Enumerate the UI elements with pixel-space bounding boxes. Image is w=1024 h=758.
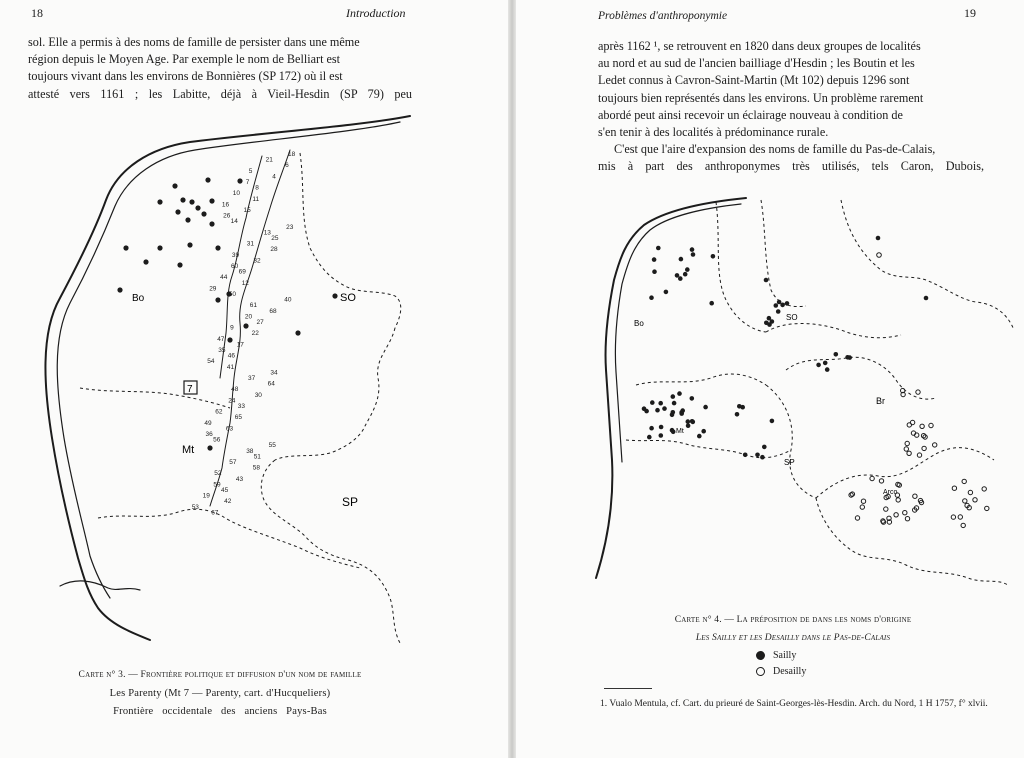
- desailly-dot: [907, 451, 911, 455]
- sailly-dot: [834, 352, 839, 357]
- map-number: 5: [248, 167, 253, 175]
- map-number: 22: [251, 330, 259, 338]
- sailly-dot: [686, 419, 691, 424]
- map-number: 63: [225, 425, 234, 433]
- map-number: 48: [231, 386, 239, 394]
- sailly-dot: [774, 303, 779, 308]
- desailly-dot: [860, 505, 864, 509]
- map-dot: [243, 323, 248, 328]
- sailly-dot: [924, 296, 929, 301]
- map-label-bo: Bo: [634, 319, 644, 328]
- running-head-left: Introduction: [346, 6, 406, 20]
- text-line: s'en tenir à des localités à prédominance rurale.: [598, 125, 829, 140]
- desailly-dot: [884, 507, 888, 511]
- map-dot: [205, 177, 210, 182]
- caption-carte-3-line2: Les Parenty (Mt 7 — Parenty, cart. d'Hucqueliers): [109, 688, 331, 699]
- desailly-dot: [985, 506, 989, 510]
- border-line: [841, 200, 1014, 330]
- sailly-dot: [770, 319, 775, 324]
- map-number: 33: [237, 403, 246, 410]
- map-dot: [215, 245, 220, 250]
- map-number: 13: [263, 229, 271, 237]
- legend-row-desailly: [756, 664, 806, 680]
- map-number: 18: [288, 151, 296, 158]
- footnote: 1. Vualo Mentula, cf. Cart. du prieuré de Saint-Georges-lès-Hesdin. Arch. du Nord, 1 H 1757, f° xlvii.: [600, 699, 988, 709]
- sailly-dot: [686, 423, 691, 428]
- border-line: [626, 440, 791, 458]
- sailly-dot: [652, 269, 657, 274]
- sailly-dot: [690, 419, 695, 424]
- sailly-dot: [683, 272, 688, 277]
- map-label-sp: SP: [784, 458, 795, 467]
- map-number: 55: [268, 442, 276, 450]
- map-dot: [143, 259, 148, 264]
- map-dot: [172, 183, 177, 188]
- map-number: 26: [223, 212, 231, 220]
- sailly-dot: [701, 429, 706, 434]
- caption-title: — La préposition de dans les noms d'origine: [721, 615, 912, 625]
- map-number: 36: [205, 431, 213, 438]
- map-number: 51: [253, 453, 261, 461]
- desailly-dot: [907, 423, 911, 427]
- filled-circle-icon: [756, 651, 765, 660]
- open-circle-icon: [756, 667, 765, 676]
- dashed-borders: [626, 200, 1014, 585]
- sailly-dot: [743, 453, 748, 458]
- footnote-rule: [604, 688, 652, 689]
- sailly-dot: [816, 363, 821, 368]
- map-number: 21: [265, 156, 273, 164]
- dashed-borders: [80, 153, 401, 643]
- desailly-dot: [962, 479, 966, 483]
- map-number: 52: [214, 470, 222, 478]
- running-head-right: Problèmes d'anthroponymie: [598, 10, 728, 22]
- text-line: toujours vivant dans les environs de Bonnières (SP 172) où il est: [28, 69, 343, 84]
- map-dot: [175, 209, 180, 214]
- sailly-dot: [656, 246, 661, 251]
- map-dot: [157, 245, 162, 250]
- sailly-dot: [679, 411, 684, 416]
- desailly-dot: [894, 513, 898, 517]
- caption-title: — Frontière politique et diffusion d'un nom de famille: [125, 670, 362, 680]
- sailly-dot: [690, 396, 695, 401]
- sailly-dot: [671, 394, 676, 399]
- sailly-dot: [845, 355, 850, 360]
- map-number: 4: [272, 173, 276, 181]
- left-body-text: [28, 34, 412, 103]
- map-dot: [180, 197, 185, 202]
- map-number: 25: [271, 235, 279, 242]
- caption-carte-4: [600, 612, 986, 629]
- map-label-bo: Bo: [132, 293, 145, 304]
- coastline: [45, 116, 410, 640]
- desailly-dot: [973, 498, 977, 502]
- sailly-dot: [671, 410, 676, 415]
- map-dot: [189, 199, 194, 204]
- map-number: 20: [244, 313, 253, 321]
- sailly-dot: [685, 267, 690, 272]
- border-line: [816, 448, 994, 498]
- map-number: 17: [236, 341, 244, 349]
- sailly-dot: [764, 278, 769, 283]
- desailly-dot: [951, 515, 955, 519]
- caption-carte-3: [30, 667, 410, 684]
- map-number: 34: [270, 369, 278, 377]
- desailly-dot: [929, 423, 933, 427]
- map-number: 45: [221, 487, 229, 494]
- map-number: 41: [226, 363, 235, 371]
- map-dot: [123, 245, 128, 250]
- desailly-dot: [961, 523, 965, 527]
- book-gutter: [508, 0, 516, 758]
- desailly-dot: [903, 511, 907, 515]
- map-number: 24: [228, 397, 236, 405]
- page-number-right: 19: [964, 6, 976, 20]
- boxed-number: 7: [187, 384, 193, 395]
- map-label-so: SO: [786, 313, 798, 322]
- map-number: 14: [230, 218, 238, 226]
- border-line: [222, 516, 360, 568]
- map-carte-4: [516, 180, 1024, 600]
- caption-prefix: Carte n° 4.: [674, 615, 722, 625]
- map-number: 31: [246, 240, 255, 248]
- estuary: [60, 581, 140, 590]
- sailly-dot: [735, 412, 740, 417]
- map-number: 46: [227, 352, 236, 360]
- desailly-dot: [982, 487, 986, 491]
- sailly-dot: [776, 309, 781, 314]
- text-line: C'est que l'aire d'expansion des noms de famille du Pas-de-Calais,: [614, 142, 936, 157]
- map-number: 23: [286, 223, 294, 231]
- desailly-dot: [896, 498, 900, 502]
- map-number: 69: [238, 268, 246, 276]
- sailly-dot: [780, 303, 785, 308]
- map-number: 65: [234, 414, 243, 422]
- map-number: 16: [221, 201, 230, 209]
- map-number: 27: [256, 319, 264, 326]
- map-dot: [207, 445, 212, 450]
- map-number: 6: [285, 162, 289, 170]
- map-number: 57: [229, 459, 237, 466]
- coastline-inner: [615, 204, 741, 462]
- desailly-dot: [963, 499, 967, 503]
- border-line: [80, 388, 230, 408]
- page-number-left: 18: [31, 6, 43, 20]
- map-number: 59: [213, 481, 221, 489]
- right-page: [516, 0, 1024, 758]
- map-dot: [117, 287, 122, 292]
- desailly-dot: [877, 253, 882, 258]
- sailly-dot: [762, 445, 767, 450]
- map-dot: [227, 337, 232, 342]
- map-dot: [201, 211, 206, 216]
- map-number: 10: [232, 190, 241, 198]
- map-number: 39: [231, 251, 240, 259]
- map-number: 56: [213, 436, 221, 444]
- map-dot: [187, 242, 192, 247]
- map-number: 54: [207, 358, 215, 366]
- caption-carte-4-line2: Les Sailly et les Desailly dans le Pas-de-Calais: [695, 633, 891, 643]
- map-number: 9: [230, 324, 234, 332]
- sailly-dot: [652, 257, 657, 262]
- sailly-dot: [650, 400, 655, 405]
- text-line: région depuis le Moyen Age. Par exemple le nom de Belliart est: [28, 52, 341, 67]
- sailly-dot: [664, 290, 669, 295]
- map-dot: [237, 178, 242, 183]
- desailly-dot: [933, 443, 937, 447]
- desailly-dot: [917, 453, 921, 457]
- map-label-sp: SP: [342, 495, 359, 509]
- map-number: 35: [218, 347, 226, 354]
- sailly-dot: [770, 419, 775, 424]
- sailly-dot: [678, 276, 683, 281]
- desailly-dot: [905, 517, 909, 521]
- coastline: [596, 198, 746, 578]
- border-line: [786, 357, 936, 399]
- map-number: 15: [243, 207, 251, 214]
- map-number: 40: [284, 296, 292, 304]
- sailly-dot: [679, 257, 684, 262]
- border-line: [761, 200, 806, 307]
- text-line: toujours bien représentés dans les environs. Un problème rarement: [598, 90, 924, 105]
- desailly-dot: [905, 441, 909, 445]
- map-number: 30: [254, 391, 262, 399]
- sailly-dot: [876, 236, 881, 241]
- legend-label: Desailly: [773, 666, 807, 677]
- map-dot: [177, 262, 182, 267]
- desailly-dot: [952, 486, 956, 490]
- map-number: 67: [211, 509, 219, 517]
- sailly-dot: [647, 435, 652, 440]
- map-dot: [185, 217, 190, 222]
- map-label-so: SO: [340, 292, 356, 304]
- map-number: 47: [217, 335, 225, 343]
- map-number: 38: [246, 447, 254, 455]
- sailly-dot: [690, 247, 695, 252]
- map-dot: [157, 199, 162, 204]
- text-line: attesté vers 1161 ; les Labitte, déjà à Vieil-Hesdin (SP 79) peu: [28, 86, 412, 101]
- map-number: 32: [253, 257, 261, 265]
- map-number: 28: [270, 246, 278, 254]
- map-number: 43: [235, 475, 244, 483]
- map-number: 68: [269, 307, 277, 315]
- sailly-dot: [677, 391, 682, 396]
- sailly-dot: [672, 401, 677, 406]
- sailly-dot: [675, 273, 680, 278]
- desailly-dot: [922, 446, 926, 450]
- sailly-dot: [659, 425, 664, 430]
- desailly-dot: [904, 447, 908, 451]
- text-line: mis à part des anthroponymes très utilisés, tels Caron, Dubois,: [598, 159, 984, 174]
- map-label-br: Br: [876, 396, 885, 406]
- sailly-dot: [655, 408, 660, 413]
- map-number: 44: [220, 274, 228, 282]
- map-number: 12: [241, 279, 249, 287]
- map-label-mt: Mt: [676, 428, 684, 435]
- caption-prefix: Carte n° 3.: [78, 670, 126, 680]
- sailly-dot: [709, 301, 714, 306]
- right-body-text: [598, 38, 984, 176]
- map-carte-3: [0, 108, 508, 663]
- sailly-dot: [649, 295, 654, 300]
- sailly-dot: [764, 321, 769, 326]
- dots-desailly: [849, 253, 989, 528]
- map-number: 42: [224, 498, 232, 506]
- map-number: 37: [248, 375, 256, 382]
- text-line: Ledet connus à Cavron-Saint-Martin (Mt 102) depuis 1296 sont: [598, 73, 910, 88]
- map-number: 50: [228, 291, 237, 298]
- border-line: [275, 328, 395, 460]
- map-dot: [209, 221, 214, 226]
- desailly-dot: [916, 390, 920, 394]
- map-label-mt: Mt: [182, 444, 195, 456]
- text-line: au nord et au sud de l'ancien bailliage d'Hesdin ; les Boutin et les: [598, 56, 915, 71]
- map-legend: [756, 648, 806, 680]
- desailly-dot: [920, 424, 924, 428]
- map-dot: [209, 198, 214, 203]
- sailly-dot: [760, 455, 765, 460]
- desailly-dot: [870, 476, 874, 480]
- map-number: 11: [252, 195, 260, 203]
- desailly-dot: [861, 499, 865, 503]
- border-line: [766, 385, 816, 498]
- text-line: abordé peut ainsi recevoir un éclairage nouveau à condition de: [598, 107, 903, 122]
- map-number: 58: [252, 464, 261, 472]
- caption-carte-3-line3: Frontière occidentale des anciens Pays-Bas: [113, 706, 327, 717]
- text-line: après 1162 ¹, se retrouvent en 1820 dans deux groupes de localités: [598, 39, 921, 53]
- map-number: 29: [209, 285, 217, 293]
- sailly-dot: [649, 426, 654, 431]
- border-line: [766, 324, 901, 338]
- map-number: 8: [255, 184, 259, 192]
- desailly-dot: [879, 479, 883, 483]
- sailly-dot: [755, 453, 760, 458]
- sailly-dot: [642, 406, 647, 411]
- sailly-dot: [825, 367, 830, 372]
- border-line: [261, 460, 400, 643]
- dots-sailly: [642, 236, 929, 460]
- sailly-dot: [737, 404, 742, 409]
- map-number: 7: [245, 179, 250, 186]
- sailly-dot: [785, 301, 790, 306]
- map-number: 61: [249, 302, 258, 310]
- legend-row-sailly: [756, 648, 806, 664]
- sailly-dot: [823, 361, 828, 366]
- map-number: 62: [215, 408, 223, 416]
- map-number: 19: [202, 492, 210, 500]
- sailly-dot: [659, 433, 664, 438]
- desailly-dot: [855, 516, 859, 520]
- border-line: [98, 509, 222, 518]
- left-page: [0, 0, 508, 758]
- sailly-dot: [711, 254, 716, 259]
- map-number: 64: [267, 380, 275, 388]
- map-dot: [215, 297, 220, 302]
- sailly-dot: [691, 252, 696, 257]
- sailly-dot: [658, 401, 663, 406]
- desailly-dot: [968, 490, 972, 494]
- text-line: sol. Elle a permis à des noms de famille de persister dans une même: [28, 35, 360, 49]
- border-line: [716, 202, 766, 332]
- sailly-dot: [671, 430, 676, 435]
- map-number: 49: [204, 419, 212, 427]
- map-label-arco: Arco: [883, 489, 898, 496]
- map-number: 60: [231, 263, 239, 270]
- legend-label: Sailly: [773, 650, 797, 661]
- desailly-dot: [913, 494, 917, 498]
- map-dot: [295, 330, 300, 335]
- desailly-dot: [958, 515, 962, 519]
- map-dot: [195, 205, 200, 210]
- map-numbers: [192, 151, 296, 516]
- map-dot: [332, 293, 337, 298]
- sailly-dot: [703, 405, 708, 410]
- map-number: 53: [191, 503, 199, 511]
- sailly-dot: [697, 434, 702, 439]
- border-line: [636, 374, 766, 385]
- desailly-dot: [849, 493, 853, 497]
- sailly-dot: [662, 406, 667, 411]
- border-line: [816, 498, 1008, 585]
